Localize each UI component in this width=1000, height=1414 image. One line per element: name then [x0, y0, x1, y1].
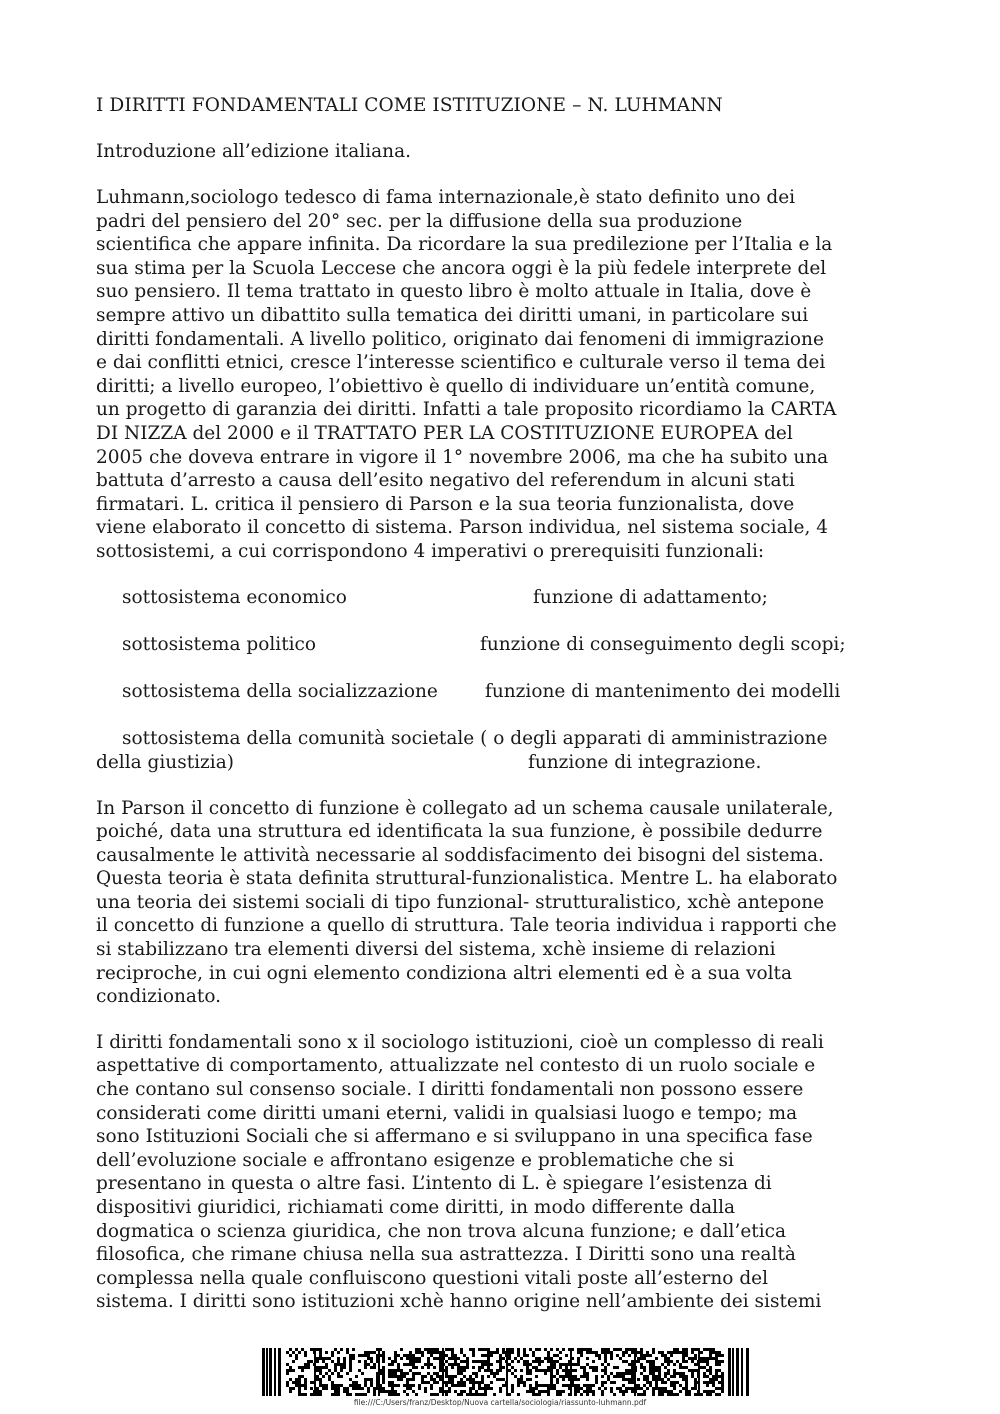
subsystem-name: sottosistema della comunità societale ( o degli apparati di amministrazione [122, 727, 828, 749]
paragraph-parson: In Parson il concetto di funzione è collegato ad un schema causale unilaterale, poiché, data una struttura ed identificata la sua funzione, è possibile dedurre causalmente le attività necessarie al soddisfacimento dei bisogni del sistema. Questa teoria è stata definita struttural-funzionalistica. Mentre L. ha elaborato una teoria dei sistemi sociali di tipo funzional- strutturalistico, xchè antepone il concetto di funzione a quello di struttura. Tale teoria individua i rapporti che si stabilizzano tra elementi diversi del sistema, xchè insieme di relazioni reciproche, in cui ogni elemento condiziona altri elementi ed è a sua volta condizionato. [96, 797, 838, 1008]
document-title: I DIRITTI FONDAMENTALI COME ISTITUZIONE – N. LUHMANN [96, 95, 723, 116]
document-page [96, 94, 906, 1314]
subsystem-name: sottosistema della socializzazione [122, 680, 438, 702]
subsystem-name-continued: della giustizia) [96, 751, 234, 773]
subsystem-function: funzione di conseguimento degli scopi; [480, 633, 846, 655]
subsystem-row [96, 680, 906, 704]
subsystem-function: funzione di adattamento; [533, 586, 768, 608]
subsystem-list [96, 586, 906, 775]
subsystem-row [96, 586, 906, 610]
subsystem-name: sottosistema economico [122, 586, 347, 608]
footer-file-path: file:///C:/Users/franz/Desktop/Nuova cartella/sociologia/riassunto-luhmann.pdf [353, 1398, 647, 1407]
paragraph-intro: Luhmann,sociologo tedesco di fama internazionale,è stato definito uno dei padri del pensiero del 20° sec. per la diffusione della sua produzione scientifica che appare infinita. Da ricordare la sua predilezione per l’Italia e la sua stima per la Scuola Leccese che ancora oggi è la più fedele interprete del suo pensiero. Il tema trattato in questo libro è molto attuale in Italia, dove è sempre attivo un dibattito sulla tematica dei diritti umani, in particolare sui diritti fondamentali. A livello politico, originato dai fenomeni di immigrazione e dai conflitti etnici, cresce l’interesse scientifico e culturale verso il tema dei diritti; a livello europeo, l’obiettivo è quello di individuare un’entità comune, un progetto di garanzia dei diritti. Infatti a tale proposito ricordiamo la CARTA DI NIZZA del 2000 e il TRATTATO PER LA COSTITUZIONE EUROPEA del 2005 che doveva entrare in vigore il 1° novembre 2006, ma che ha subito una battuta d’arresto a causa dell’esito negativo del referendum in alcuni stati firmatari. L. critica il pensiero di Parson e la sua teoria funzionalista, dove viene elaborato il concetto di sistema. Parson individua, nel sistema sociale, 4 sottosistemi, a cui corrispondono 4 imperativi o prerequisiti funzionali: [96, 187, 837, 562]
subsystem-function: funzione di integrazione. [528, 751, 762, 773]
subsystem-row [96, 727, 906, 775]
barcode-image [262, 1348, 752, 1396]
subsystem-name: sottosistema politico [122, 633, 317, 655]
paragraph-rights: I diritti fondamentali sono x il sociologo istituzioni, cioè un complesso di reali aspettative di comportamento, attualizzate nel contesto di un ruolo sociale e che contano sul consenso sociale. I diritti fondamentali non possono essere considerati come diritti umani eterni, validi in qualsiasi luogo e tempo; ma sono Istituzioni Sociali che si affermano e si sviluppano in una specifica fase dell’evoluzione sociale e affrontano esigenze e problematiche che si presentano in questa o altre fasi. L’intento di L. è spiegare l’esistenza di dispositivi giuridici, richiamati come diritti, in modo differente dalla dogmatica o scienza giuridica, che non trova alcuna funzione; e dall’etica filosofica, che rimane chiusa nella sua astrattezza. I Diritti sono una realtà complessa nella quale confluiscono questioni vitali poste all’esterno del sistema. I diritti sono istituzioni xchè hanno origine nell’ambiente dei sistemi [96, 1031, 824, 1313]
document-subtitle: Introduzione all’edizione italiana. [96, 141, 412, 162]
subsystem-function: funzione di mantenimento dei modelli [485, 680, 841, 702]
subsystem-row [96, 633, 906, 657]
